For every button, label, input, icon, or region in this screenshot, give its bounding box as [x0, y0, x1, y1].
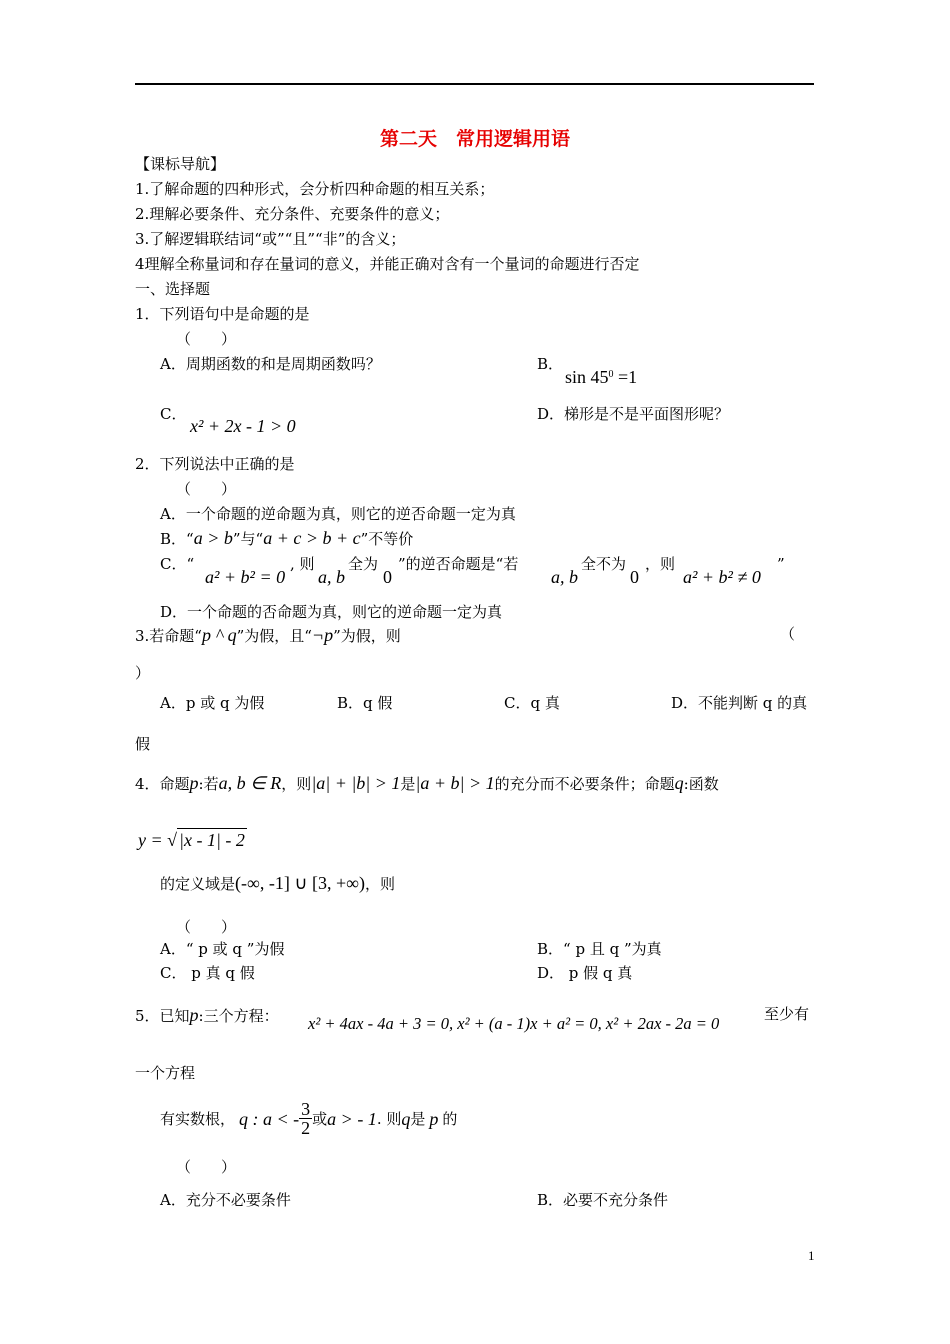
q2-option-c-text-3: ”的逆否命题是“若: [398, 555, 519, 573]
q2-option-c-text-6: ”: [777, 555, 785, 573]
q5-fraction: $\frac{3}{2}$: [301, 1099, 311, 1138]
q5-stem-line3: 有实数根， q : a < - $\frac{3}{2}$ 或 a > - 1 . 则 q 是 p 的: [160, 1099, 458, 1138]
q2-option-c-label: C．“: [160, 555, 195, 573]
q5-option-b: B．必要不充分条件: [537, 1191, 669, 1209]
q1-option-a: A．周期函数的和是周期函数吗？: [160, 355, 381, 373]
q5-stem-start: 5．已知p:三个方程：: [135, 1005, 279, 1025]
q5-equations: x² + 4ax - 4a + 3 = 0, x² + (a - 1)x + a² = 0, x² + 2ax - 2a = 0: [308, 1014, 720, 1033]
q2-option-c-math-1: a² + b² = 0: [205, 567, 286, 587]
q4-function-radicand: |x - 1| - 2: [179, 830, 245, 850]
q2-option-c-text-5: ，则: [645, 555, 676, 573]
goal-2: 2.理解必要条件、充分条件、充要条件的意义；: [135, 205, 450, 223]
q3-paren-close: ）: [135, 664, 151, 682]
q3-stem: 3.若命题“p ^ q”为假，且“¬p”为假，则: [135, 625, 401, 645]
q4-option-a: A．“ p 或 q ”为假: [160, 940, 285, 958]
q1-option-d: D．梯形是不是平面图形呢？: [537, 405, 730, 423]
q5-stem-line2: 一个方程: [135, 1064, 196, 1082]
q4-answer-paren: （ ）: [176, 918, 237, 936]
q1-option-b-math: $\sin 45^0 =1$: [565, 367, 638, 387]
q1-option-c-label: C．: [160, 405, 187, 423]
goal-3: 3.了解逻辑联结词“或”“且”“非”的含义；: [135, 230, 406, 248]
page-number: 1: [808, 1248, 815, 1263]
q3-option-c: C．q 真: [504, 694, 560, 712]
q2-stem: 2．下列说法中正确的是: [135, 455, 295, 473]
q4-stem: 4．命题p:若a, b ∈ R，则|a| + |b| > 1是|a + b| > 1的充分而不必要条件；命题q:函数: [135, 773, 719, 793]
q3-option-a: A．p 或 q 为假: [160, 694, 265, 712]
part-heading: 一、选择题: [135, 280, 211, 298]
q2-option-c-text-2: 全为: [348, 555, 379, 573]
q2-option-c-math-5: 0: [630, 567, 639, 587]
q2-option-c-text-4: 全不为: [581, 555, 627, 573]
q5-option-a: A．充分不必要条件: [160, 1191, 291, 1209]
q4-function: y = √ |x - 1| - 2: [138, 830, 245, 850]
section-nav-heading: 【课标导航】: [135, 155, 226, 173]
q2-option-b: B．“a > b”与“a + c > b + c”不等价: [160, 528, 414, 548]
q2-option-c-math-2: a, b: [318, 567, 345, 587]
q3-option-d: D．不能判断 q 的真: [671, 694, 808, 712]
q1-answer-paren: （ ）: [176, 330, 237, 348]
q2-option-c-math-6: a² + b² ≠ 0: [683, 567, 761, 587]
header-rule: [135, 83, 814, 85]
q4-option-c: C． p 真 q 假: [160, 964, 255, 982]
goal-1: 1.了解命题的四种形式，会分析四种命题的相互关系；: [135, 180, 495, 198]
q4-domain: 的定义域是(-∞, -1] ∪ [3, +∞)，则: [160, 873, 395, 893]
q2-answer-paren: （ ）: [176, 480, 237, 498]
q4-option-d: D． p 假 q 真: [537, 964, 633, 982]
q2-option-c-text-1: , 则: [290, 555, 315, 573]
q2-option-d: D．一个命题的否命题为真，则它的逆命题一定为真: [160, 603, 503, 621]
q4-option-b: B．“ p 且 q ”为真: [537, 940, 662, 958]
q2-option-c-math-4: a, b: [551, 567, 578, 587]
q3-option-d-continued: 假: [135, 735, 151, 753]
q2-option-c-math-3: 0: [383, 567, 392, 587]
q1-option-c-math: x² + 2x - 1 > 0: [190, 416, 296, 436]
q2-option-a: A．一个命题的逆命题为真，则它的逆否命题一定为真: [160, 505, 516, 523]
q5-stem-end: 至少有: [764, 1005, 810, 1023]
goal-4: 4理解全称量词和存在量词的意义，并能正确对含有一个量词的命题进行否定: [135, 255, 640, 273]
q3-option-b: B．q 假: [337, 694, 393, 712]
q1-option-b-label: B．: [537, 355, 564, 373]
q5-answer-paren: （ ）: [176, 1158, 237, 1176]
q3-paren-open: （: [780, 625, 796, 643]
q1-stem: 1．下列语句中是命题的是: [135, 305, 310, 323]
page-title: 第二天 常用逻辑用语: [379, 128, 570, 150]
